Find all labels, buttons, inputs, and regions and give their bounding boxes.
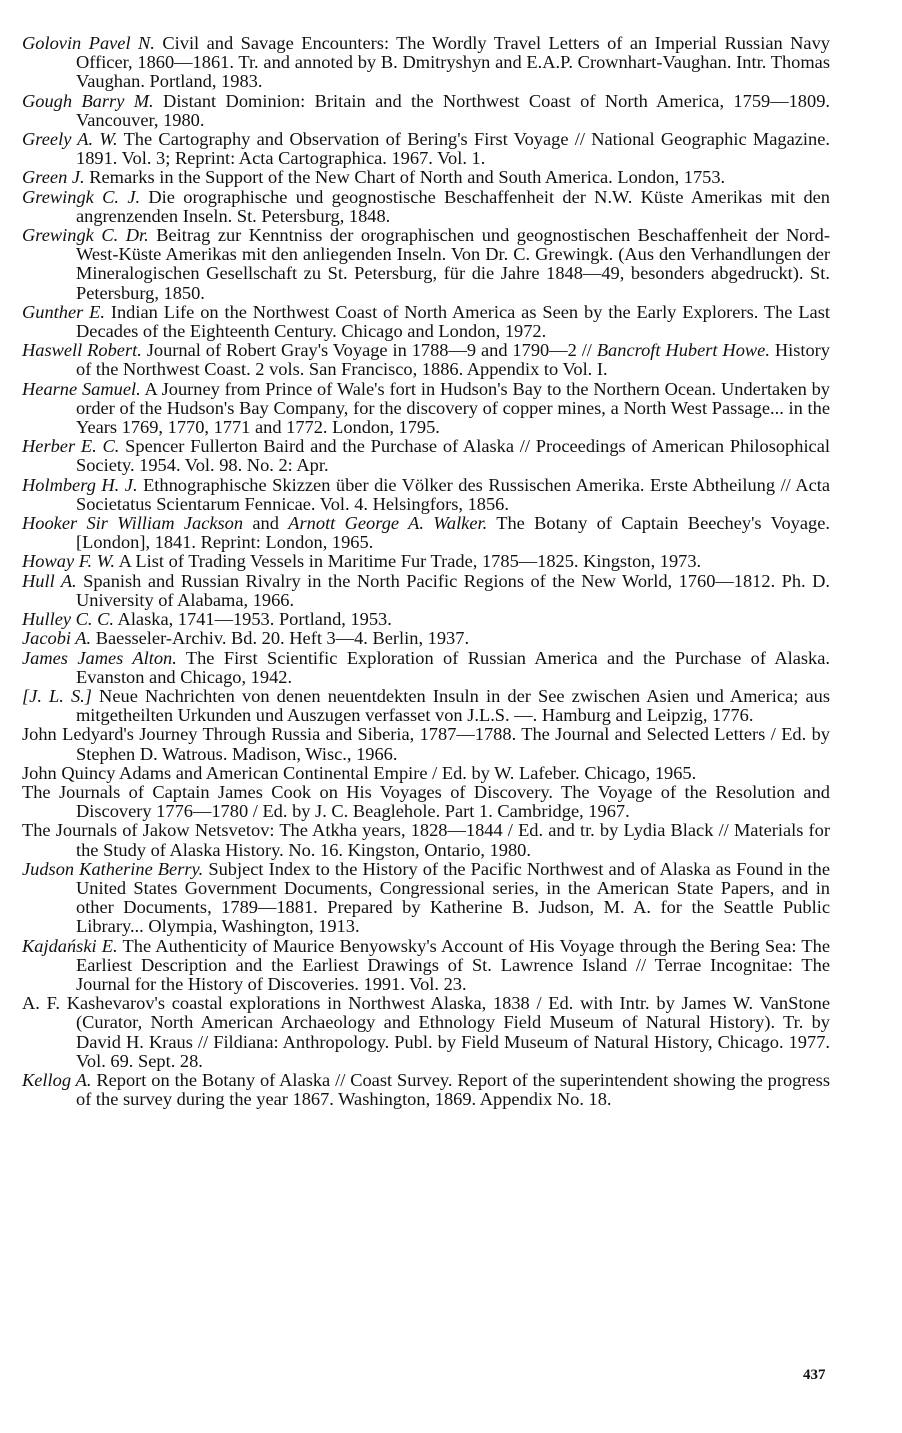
entry-text: The Authenticity of Maurice Benyowsky's Account of His Voyage through the Bering Sea: The Earliest Description and the Earliest Drawings of St. Lawrence Island // Terrae Incognitae: The Journal for the History of Discoveries. 1991. Vol. 23. [76,935,831,994]
entry-author: Golovin Pavel N. [22,33,155,53]
entry-author: James James Alton. [22,647,177,668]
bibliography-entry [22,687,830,725]
entry-text: A List of Trading Vessels in Maritime Fur Trade, 1785—1825. Kingston, 1973. [114,551,702,572]
entry-author: Hull A. [22,570,77,591]
entry-coauthor: Arnott George A. Walker. [288,513,488,534]
bibliography-entry [22,92,830,130]
entry-text: Alaska, 1741—1953. Portland, 1953. [113,609,392,630]
bibliography-entry [22,994,830,1071]
entry-text: Neue Nachrichten von denen neuentdekten Insuln in der See zwischen Asien und America; aus mitgetheilten Urkunden und Auszugen verfasset von J.L.S. —. Hamburg and Leipzig, 1776. [76,685,830,726]
entry-author: Jacobi A. [22,628,92,649]
entry-text: A Journey from Prince of Wale's fort in Hudson's Bay to the Northern Ocean. Undertaken by order of the Hudson's Bay Company, for the discovery of copper mines, a North West Passage... in the Years 1769, 1770, 1771 and 1772. London, 1795. [76,378,830,438]
entry-author: Hearne Samuel. [22,378,141,399]
entry-author: Judson Katherine Berry. [22,858,204,879]
page-number: 437 [803,1367,826,1383]
entry-text: Spanish and Russian Rivalry in the North Pacific Regions of the New World, 1760—1812. Ph. D. University of Alabama, 1966. [76,570,830,610]
bibliography-entry [22,341,830,379]
entry-author: Gunther E. [22,301,105,322]
entry-text: The Journals of Captain James Cook on His Voyages of Discovery. The Voyage of the Resolution and Discovery 1776—1780 / Ed. by J. C. Beaglehole. Part 1. Cambridge, 1967. [22,781,830,822]
entry-text: Remarks in the Support of the New Chart of North and South America. London, 1753. [84,167,726,188]
entry-author: Holmberg H. J. [22,474,138,495]
bibliography-entry [22,725,830,763]
entry-author: Gough Barry M. [22,90,154,111]
bibliography-entry [22,572,830,610]
entry-text: The Journals of Jakow Netsvetov: The Atkha years, 1828—1844 / Ed. and tr. by Lydia Black // Materials for the Study of Alaska History. No. 16. Kingston, Ontario, 1980. [22,820,830,860]
bibliography-entry [22,764,830,783]
entry-author: Howay F. W. [22,551,115,572]
entry-text: and [243,513,289,534]
bibliography-entry [22,1071,830,1109]
bibliography-entry [22,226,830,303]
entry-text: The Cartography and Observation of Bering's First Voyage // National Geographic Magazine. 1891. Vol. 3; Reprint: Acta Cartographica. 1967. Vol. 1. [76,129,830,169]
bibliography-entry [22,937,830,995]
bibliography-entry [22,552,830,571]
entry-author: Kajdański E. [22,935,118,956]
bibliography-entry [22,476,830,514]
entry-text: John Quincy Adams and American Continental Empire / Ed. by W. Lafeber. Chicago, 1965. [22,762,697,783]
entry-text: Beitrag zur Kenntniss der orographischen und geognostischen Beschaffenheit der Nord-West-Küste Amerikas mit den anliegenden Inseln. Von Dr. C. Grewingk. (Aus den Verhandlungen der Mineralogischen Gesellschaft zu St. Petersburg, für die Jahre 1848—49, besonders abgedruckt). St. Petersburg, 1850. [76,225,830,303]
entry-author: Grewingk C. Dr. [22,225,149,246]
entry-text: Ethnographische Skizzen über die Völker des Russischen Amerika. Erste Abtheilung // Acta Societatus Scientarum Fennicae. Vol. 4. Helsingfors, 1856. [76,474,830,514]
bibliography-list [22,34,830,1109]
entry-text: Subject Index to the History of the Pacific Northwest and of Alaska as Found in the United States Government Documents, Congressional series, in the American State Papers, and in other Documents, 1789—1881. Prepared by Katherine B. Judson, M. A. for the Seattle Public Library... Olympia, Washington, 1913. [76,858,831,937]
entry-text: Civil and Savage Encounters: The Wordly Travel Letters of an Imperial Russian Navy Officer, 1860—1861. Tr. and annoted by B. Dmitryshyn and E.A.P. Crownhart-Vaughan. Intr. Thomas Vaughan. Portland, 1983. [76,33,830,92]
bibliography-entry [22,34,830,92]
entry-text: A. F. Kashevarov's coastal explorations in Northwest Alaska, 1838 / Ed. with Intr. by James W. VanStone (Curator, North American Archaeology and Ethnology Field Museum of Natural History). Tr. by David H. Kraus // Fildiana: Anthropology. Publ. by Field Museum of Natural History, Chicago. 1977. Vol. 69. Sept. 28. [22,993,830,1071]
entry-text: Baesseler-Archiv. Bd. 20. Heft 3—4. Berlin, 1937. [91,628,470,649]
bibliography-entry [22,130,830,168]
bibliography-entry [22,168,830,187]
entry-text: Journal of Robert Gray's Voyage in 1788—9 and 1790—2 // [141,340,597,361]
bibliography-entry [22,821,830,859]
entry-author: [J. L. S.] [22,685,92,706]
entry-text: John Ledyard's Journey Through Russia and Siberia, 1787—1788. The Journal and Selected Letters / Ed. by Stephen D. Watrous. Madison, Wisc., 1966. [22,724,830,764]
entry-author: Hooker Sir William Jackson [22,513,244,534]
entry-text-continued: History of the Northwest Coast. 2 vols. San Francisco, 1886. Appendix to Vol. I. [76,340,830,380]
bibliography-entry [22,860,830,937]
entry-text: Report on the Botany of Alaska // Coast Survey. Report of the superintendent showing the progress of the survey during the year 1867. Washington, 1869. Appendix No. 18. [76,1069,830,1110]
entry-text: Die orographische und geognostische Beschaffenheit der N.W. Küste Amerikas mit den angrenzenden Inseln. St. Petersburg, 1848. [76,186,830,226]
entry-author: Herber E. C. [22,436,120,457]
entry-author: Grewingk C. J. [22,186,141,207]
bibliography-entry [22,188,830,226]
entry-text: The First Scientific Exploration of Russian America and the Purchase of Alaska. Evanston and Chicago, 1942. [76,647,830,687]
bibliography-entry [22,629,830,648]
entry-text: Indian Life on the Northwest Coast of North America as Seen by the Early Explorers. The Last Decades of the Eighteenth Century. Chicago and London, 1972. [76,301,830,342]
entry-text-continued: The Botany of Captain Beechey's Voyage. [London], 1841. Reprint: London, 1965. [76,513,830,553]
entry-text: Spencer Fullerton Baird and the Purchase of Alaska // Proceedings of American Philosophical Society. 1954. Vol. 98. No. 2: Apr. [76,436,830,476]
entry-author: Greely A. W. [22,129,118,150]
entry-italic-title: Bancroft Hubert Howe. [596,340,770,361]
bibliography-entry [22,303,830,341]
entry-author: Green J. [22,167,85,188]
bibliography-entry [22,649,830,687]
entry-author: Hulley C. C. [22,609,114,630]
entry-author: Haswell Robert. [22,340,142,361]
bibliography-entry [22,610,830,629]
bibliography-entry [22,380,830,438]
entry-text: Distant Dominion: Britain and the Northwest Coast of North America, 1759—1809. Vancouver, 1980. [76,90,830,130]
bibliography-entry [22,783,830,821]
bibliography-entry [22,437,830,475]
bibliography-entry [22,514,830,552]
entry-author: Kellog A. [22,1069,92,1090]
